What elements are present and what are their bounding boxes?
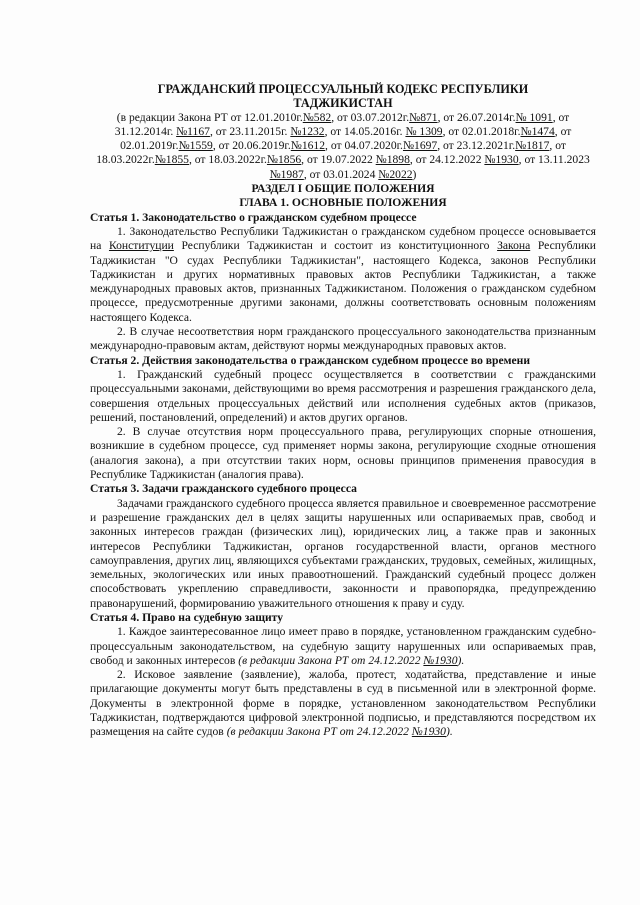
amendment-date: 23.11.2015г. xyxy=(229,124,291,138)
amendment-link[interactable]: №1898 xyxy=(375,153,410,167)
note-end: ). xyxy=(445,725,453,739)
article-1 xyxy=(90,211,596,354)
article-paragraph: Задачами гражданского судебного процесса является правильное и своевременное рассмотрение и разрешение гражданских дел в целях защиты нарушенных или оспариваемых прав, свобод и законных интересов граждан (физических лиц), юридических лиц, а также прав и законных интересов Республики Таджикистан, органов государственной власти, органов местного самоуправления, других лиц, являющихся субъектами гражданских, трудовых, семейных, жилищных, земельных, экологических или иных правоотношений. Гражданский судебный процесс должен способствовать укреплению справедливости, законности и правопорядка, предупреждению правонарушений, формированию уважительного отношения к праву и суду. xyxy=(90,496,596,610)
amendment-link[interactable]: №1987 xyxy=(269,167,304,181)
constitution-link[interactable]: Конституции xyxy=(108,239,174,253)
title-line-1: ГРАЖДАНСКИЙ ПРОЦЕССУАЛЬНЫЙ КОДЕКС РЕСПУБЛИКИ xyxy=(157,82,529,96)
article-title: Статья 2. Действия законодательства о гражданском судебном процессе во времени xyxy=(90,353,531,367)
amendment-date: 18.03.2022г. xyxy=(96,153,155,167)
text: Республики Таджикистан "О судах Республики Таджикистан", настоящего Кодекса, законов Республики Таджикистан и других нормативных правовых актов Республики Таджикистан, а также международных правовых актов, признанных Таджикистаном. Положения о гражданском судебном процессе, предусмотренные другими законами, должны соответствовать основным положениям настоящего Кодекса. xyxy=(90,239,597,324)
amendment-link[interactable]: №1697 xyxy=(402,139,438,153)
amendment-link[interactable]: №582 xyxy=(302,110,332,124)
amendment-date: 26.07.2014г. xyxy=(457,110,516,124)
separator: , от xyxy=(554,124,572,138)
separator: , от xyxy=(331,110,351,124)
separator: , от xyxy=(209,124,230,138)
separator: , от xyxy=(188,153,209,167)
article-4 xyxy=(90,611,596,740)
amendment-date: 03.01.2024 xyxy=(323,167,379,181)
document-title xyxy=(90,82,596,111)
article-paragraph: 2. В случае отсутствия норм процессуального права, регулирующих спорные отношения, возникшие в судебном процессе, суд применяет нормы закона, регулирующие сходные отношения (аналогия закона), а при отсутствии таких норм, основы принципов применения правосудия в Республике Таджикистан (аналогия права). xyxy=(90,425,596,482)
separator: , от xyxy=(437,139,457,153)
article-paragraph xyxy=(90,225,596,325)
note-text: (в редакции Закона РТ от 24.12.2022 xyxy=(238,653,424,667)
amendment-date: 31.12.2014г. xyxy=(114,124,177,138)
separator: , от xyxy=(324,124,345,138)
amendment-link[interactable]: №1855 xyxy=(154,153,189,167)
amendment-date: 14.05.2016г. xyxy=(344,124,406,138)
separator: , от xyxy=(212,139,233,153)
amendment-date: 24.12.2022 xyxy=(429,153,485,167)
article-paragraph xyxy=(90,625,596,668)
text: 2. Исковое заявление (заявление), жалоба, протест, ходатайства, представление и иные прилагающие документы могут быть представлены в суд в письменной или в электронной форме. Документы в электронной форме в порядке, установленном законодательством Республики Таджикистан, подтверждаются цифровой электронной подписью, и представляются посредством их размещения на сайте судов xyxy=(90,668,596,739)
amendment-note xyxy=(238,654,464,667)
amendment-link[interactable]: №871 xyxy=(409,110,438,124)
separator: , от xyxy=(301,153,321,167)
amendment-date: 12.01.2010г. xyxy=(244,110,303,124)
article-paragraph: 2. В случае несоответствия норм гражданского процессуального законодательства признанным международно-правовым актам, действуют нормы международных правовых актов. xyxy=(90,325,596,353)
amendment-date: 19.07.2022 xyxy=(320,153,376,167)
amendment-link[interactable]: №1167 xyxy=(176,124,210,138)
separator: , от xyxy=(409,153,430,167)
amendment-date: 20.06.2019г. xyxy=(232,139,291,153)
amendment-date: 18.03.2022г. xyxy=(208,153,267,167)
chapter-heading: ГЛАВА 1. ОСНОВНЫЕ ПОЛОЖЕНИЯ xyxy=(239,196,447,210)
text: 1. Каждое заинтересованное лицо имеет право в порядке, установленном гражданским судебно-процессуальным законодательством, на судебную защиту нарушенных или оспариваемых прав, свобод и законных интересов xyxy=(90,625,596,667)
amendment-link[interactable]: №1817 xyxy=(515,139,550,153)
amendment-link[interactable]: №2022 xyxy=(378,167,413,181)
note-end: ). xyxy=(457,653,465,667)
amendment-link[interactable]: №1232 xyxy=(290,124,325,138)
amendment-date: 02.01.2018г. xyxy=(462,124,521,138)
separator: , от xyxy=(437,110,457,124)
law-1930-link[interactable]: №1930 xyxy=(423,653,458,667)
separator: , от xyxy=(303,167,324,181)
amendment-note xyxy=(227,725,453,738)
amendment-link[interactable]: №1930 xyxy=(484,153,519,167)
amendment-link[interactable]: № 1091 xyxy=(515,110,553,124)
separator: , от xyxy=(518,153,539,167)
title-line-2: ТАДЖИКИСТАН xyxy=(293,96,393,111)
amendment-link[interactable]: №1559 xyxy=(178,139,213,153)
article-2 xyxy=(90,354,596,483)
amendment-link[interactable]: №1474 xyxy=(520,124,555,138)
section-heading: РАЗДЕЛ I ОБЩИЕ ПОЛОЖЕНИЯ xyxy=(251,182,435,196)
note-text: (в редакции Закона РТ от 24.12.2022 xyxy=(226,725,412,739)
article-paragraph xyxy=(90,668,596,739)
text: 1. Законодательство Республики Таджикистан о гражданском судебном процессе основывается на xyxy=(90,224,596,253)
amendment-date: 02.01.2019г. xyxy=(120,139,179,153)
amendment-date: 03.07.2012г. xyxy=(350,110,410,124)
text: Республики Таджикистан и состоит из конституционного xyxy=(173,239,498,253)
amendment-date: 04.07.2020г. xyxy=(344,139,403,153)
amendment-date: 23.12.2021г. xyxy=(456,139,516,153)
separator: , от xyxy=(552,110,570,124)
amendments-close: ) xyxy=(412,167,417,181)
article-title: Статья 3. Задачи гражданского судебного процесса xyxy=(90,482,357,496)
law-1930-link[interactable]: №1930 xyxy=(411,725,446,739)
article-title: Статья 1. Законодательство о гражданском судебном процессе xyxy=(90,210,417,224)
article-paragraph: 1. Гражданский судебный процесс осуществляется в соответствии с гражданскими процессуальными законами, действующими во время рассмотрения и разрешения гражданского дела, совершения отдельных процессуальных действий или исполнения судебных актов (приказов, решений, постановлений, определений) и актов других органов. xyxy=(90,367,596,424)
amendment-date: 13.11.2023 xyxy=(538,153,590,167)
separator: , от xyxy=(442,124,462,138)
amendments-list xyxy=(90,111,596,182)
document-page xyxy=(90,82,596,740)
separator: , от xyxy=(325,139,345,153)
amendment-link[interactable]: № 1309 xyxy=(405,124,443,138)
amendment-link[interactable]: №1856 xyxy=(266,153,302,167)
amendments-prefix: (в редакции Закона РТ от xyxy=(116,110,245,124)
article-title: Статья 4. Право на судебную защиту xyxy=(90,610,284,624)
separator: , от xyxy=(549,139,566,153)
law-link[interactable]: Закона xyxy=(497,239,531,253)
amendment-link[interactable]: №1612 xyxy=(290,139,326,153)
article-3 xyxy=(90,482,596,611)
